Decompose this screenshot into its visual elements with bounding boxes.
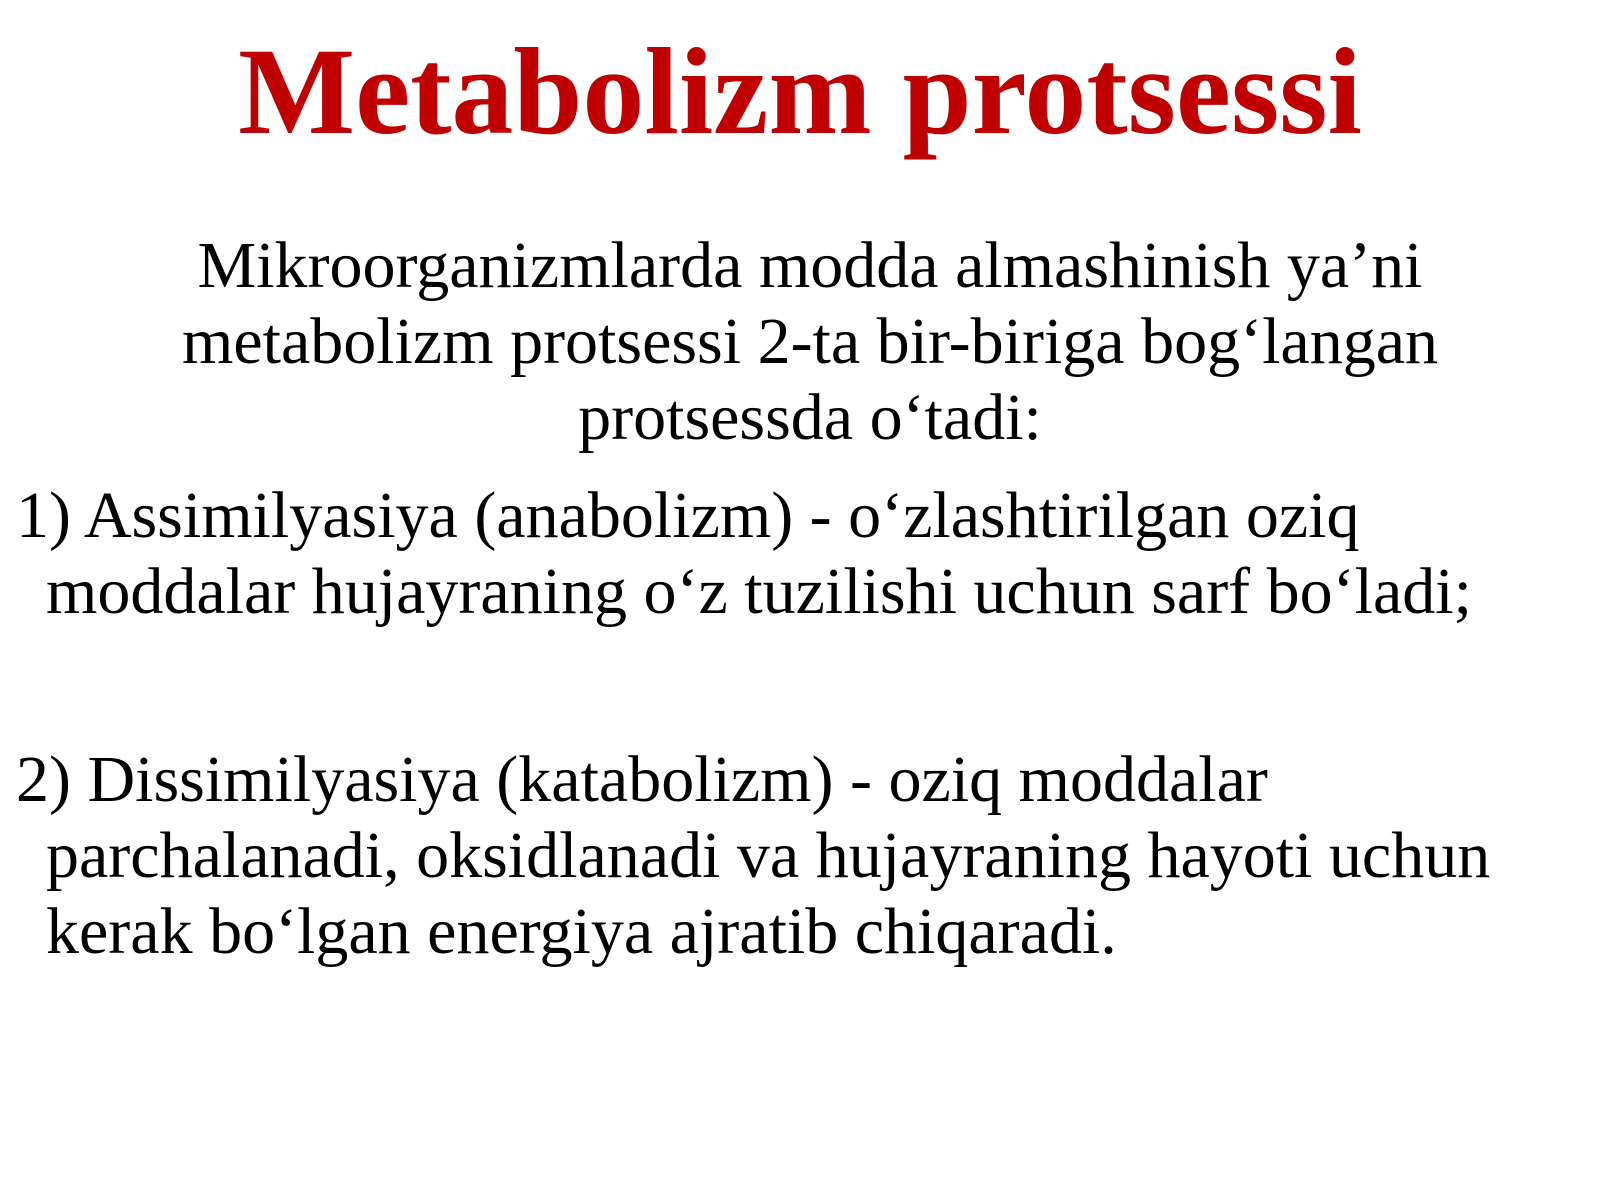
list-item-assimilation: 1) Assimilyasiya (anabolizm) - o‘zlashtirilgan oziq moddalar hujayraning o‘z tuzilishi uchun sarf bo‘ladi; [16, 479, 1472, 628]
list-item-dissimilation: 2) Dissimilyasiya (katabolizm) - oziq moddalar parchalanadi, oksidlanadi va hujayraning hayoti uchun kerak bo‘lgan energiya ajratib chiqaradi. [16, 743, 1491, 968]
slide-title: Metabolizm protsessi [238, 23, 1362, 160]
intro-paragraph: Mikroorganizmlarda modda almashinish ya’ni metabolizm protsessi 2-ta bir-biriga bog‘langan protsessda o‘tadi: [182, 229, 1438, 454]
